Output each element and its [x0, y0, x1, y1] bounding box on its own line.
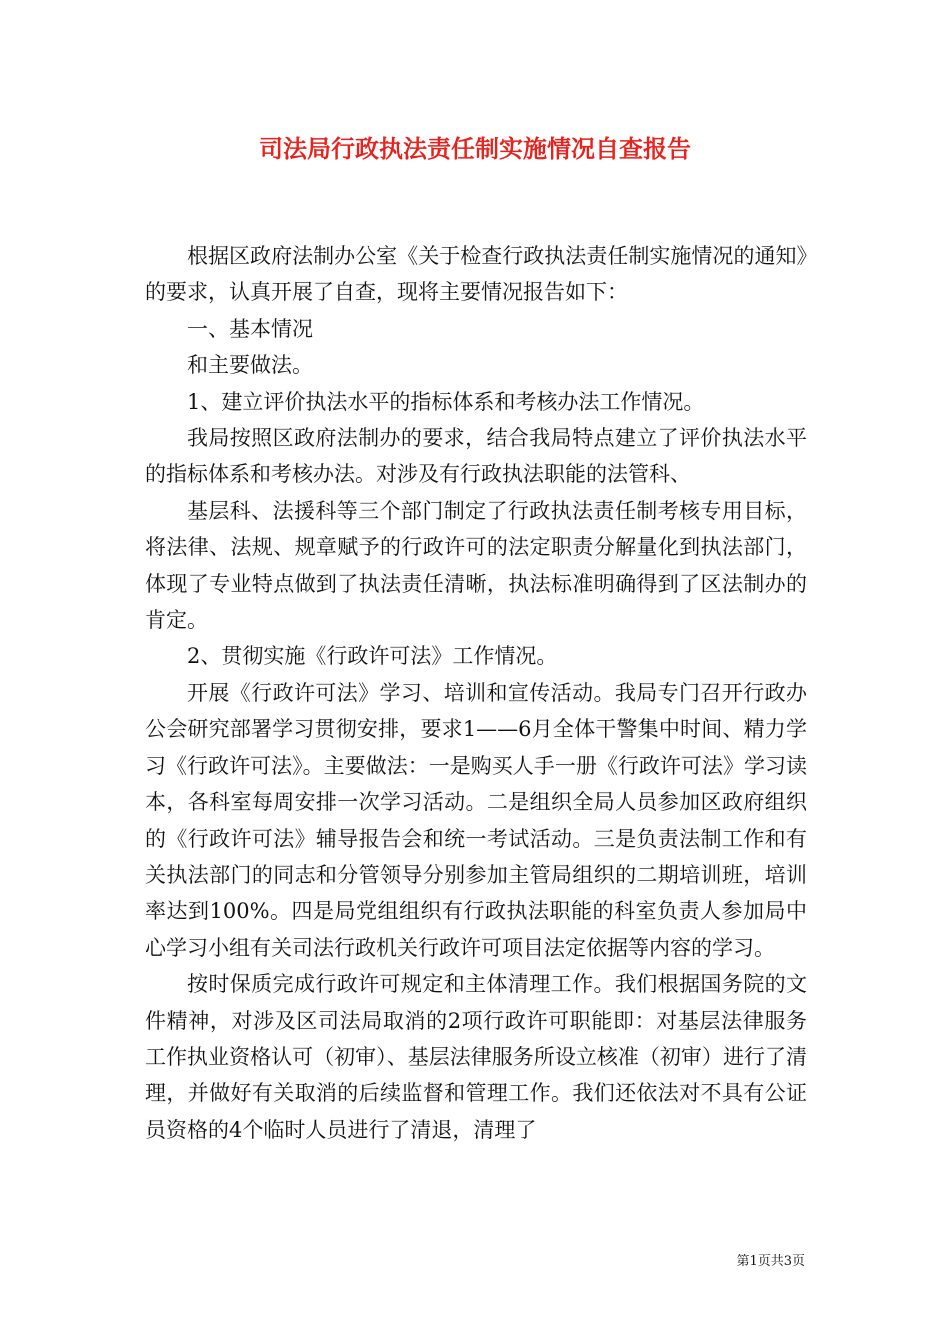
paragraph-intro: 根据区政府法制办公室《关于检查行政执法责任制实施情况的通知》的要求，认真开展了自查，现将主要情况报告如下： — [145, 244, 807, 305]
document-title: 司法局行政执法责任制实施情况自查报告 — [259, 134, 691, 163]
paragraph-main-practices: 和主要做法。 — [187, 353, 313, 378]
paragraph-departments: 基层科、法援科等三个部门制定了行政执法责任制考核专用目标，将法律、法规、规章赋予的行政许可的法定职责分解量化到执法部门，体现了专业特点做到了执法责任清晰，执法标准明确得到了区法制办的肯定。 — [145, 498, 807, 633]
page-number: 第1页共3页 — [736, 1254, 805, 1269]
document-body — [145, 238, 807, 1148]
paragraph-licensing-training: 开展《行政许可法》学习、培训和宣传活动。我局专门召开行政办公会研究部署学习贯彻安排，要求1——6月全体干警集中时间、精力学习《行政许可法》。主要做法：一是购买人手一册《行政许可法》学习读本，各科室每周安排一次学习活动。二是组织全局人员参加区政府组织的《行政许可法》辅导报告会和统一考试活动。三是负责法制工作和有关执法部门的同志和分管领导分别参加主管局组织的二期培训班，培训率达到100%。四是局党组组织有行政执法职能的科室负责人参加局中心学习小组有关司法行政机关行政许可项目法定依据等内容的学习。 — [145, 680, 807, 960]
subheading-licensing-law: 2、贯彻实施《行政许可法》工作情况。 — [187, 644, 558, 669]
subheading-evaluation-system: 1、建立评价执法水平的指标体系和考核办法工作情况。 — [187, 389, 705, 414]
paragraph-licensing-cleanup: 按时保质完成行政许可规定和主体清理工作。我们根据国务院的文件精神，对涉及区司法局取消的2项行政许可职能即：对基层法律服务工作执业资格认可（初审）、基层法律服务所设立核准（初审）进行了清理，并做好有关取消的后续监督和管理工作。我们还依法对不具有公证员资格的4个临时人员进行了清退，清理了 — [145, 972, 807, 1142]
paragraph-evaluation-system: 我局按照区政府法制办的要求，结合我局特点建立了评价执法水平的指标体系和考核办法。对涉及有行政执法职能的法管科、 — [145, 426, 807, 487]
section-heading-basic-situation: 一、基本情况 — [187, 316, 313, 341]
